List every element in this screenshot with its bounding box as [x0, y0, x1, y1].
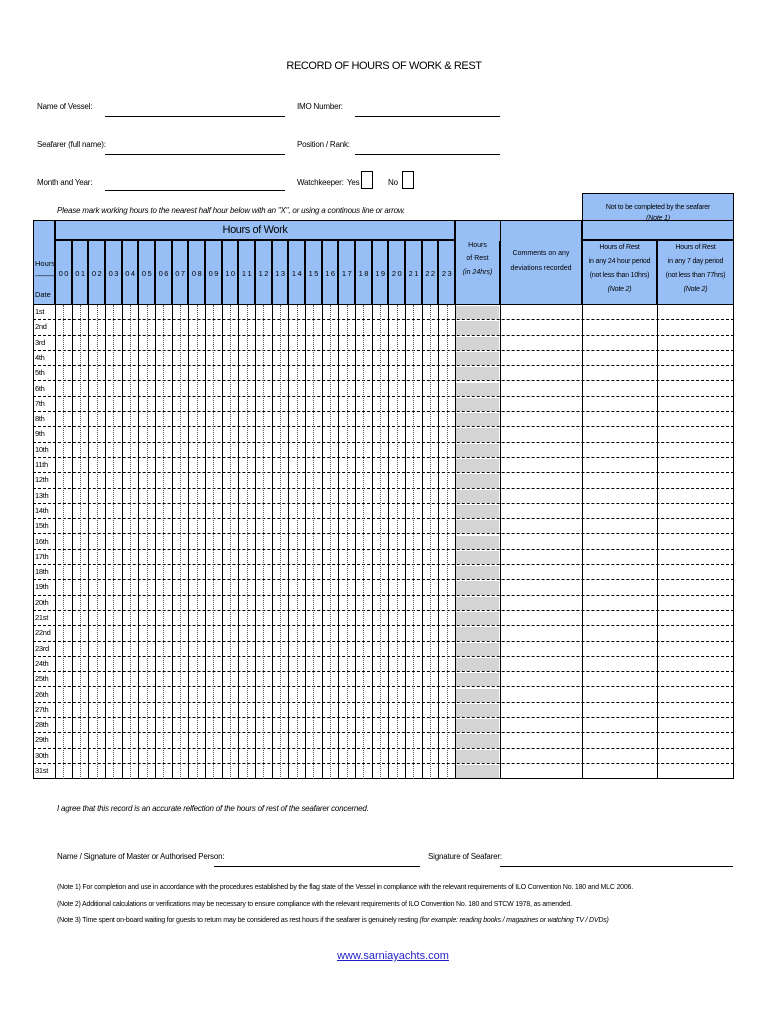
rest-cell[interactable]	[456, 383, 499, 396]
hour-column-header: 1 0	[222, 240, 239, 305]
hour-column-header: 1 8	[355, 240, 372, 305]
agreement-text: I agree that this record is an accurate relfection of the hours of rest of the seafarer concerned.	[57, 804, 369, 813]
rest-cell[interactable]	[456, 750, 499, 763]
rest-7day-header-l1: Hours of Rest	[675, 244, 716, 251]
col-divider	[205, 305, 206, 779]
rest-cell[interactable]	[456, 505, 499, 518]
not-completed-line1: Not to be completed by the seafarer	[605, 204, 711, 211]
col-divider	[657, 305, 658, 779]
day-label: 26th	[35, 689, 49, 699]
month-year-label: Month and Year:	[37, 178, 93, 187]
rest-cell[interactable]	[456, 413, 499, 426]
hours-label: Hours	[35, 259, 56, 268]
hour-column-header: 2 2	[422, 240, 439, 305]
hour-column-header: 1 2	[255, 240, 272, 305]
no-checkbox[interactable]	[402, 171, 414, 189]
hour-column-header: 0 5	[138, 240, 155, 305]
rest-cell[interactable]	[456, 658, 499, 671]
rest-cell[interactable]	[456, 627, 499, 640]
half-hour-divider	[413, 305, 414, 779]
rest-l2: of Rest	[466, 255, 489, 262]
half-hour-divider	[330, 305, 331, 779]
half-hour-divider	[163, 305, 164, 779]
hour-column-header: 0 2	[88, 240, 105, 305]
half-hour-divider	[213, 305, 214, 779]
day-label: 20th	[35, 597, 49, 607]
day-label: 12th	[35, 475, 49, 485]
col-divider	[322, 305, 323, 779]
master-signature-field[interactable]	[214, 866, 420, 867]
half-hour-divider	[430, 305, 431, 779]
half-hour-divider	[297, 305, 298, 779]
col-divider	[222, 305, 223, 779]
vessel-label: Name of Vessel:	[37, 102, 93, 111]
hours-of-work-header: Hours of Work	[55, 220, 455, 240]
half-hour-divider	[363, 305, 364, 779]
day-label: 31st	[35, 766, 48, 775]
comments-l2: deviations recorded	[510, 265, 572, 272]
half-hour-divider	[130, 305, 131, 779]
col-divider	[138, 305, 139, 779]
rest-cell[interactable]	[456, 689, 499, 702]
day-label: 10th	[35, 444, 49, 454]
rest-24-header-l1: Hours of Rest	[599, 244, 640, 251]
col-divider	[388, 305, 389, 779]
rest-cell[interactable]	[456, 765, 499, 778]
col-divider	[582, 305, 583, 779]
col-divider	[72, 305, 73, 779]
day-label: 15th	[35, 521, 49, 531]
day-label: 9th	[35, 429, 45, 439]
half-hour-divider	[263, 305, 264, 779]
col-divider	[338, 305, 339, 779]
col-divider	[105, 305, 106, 779]
yes-checkbox[interactable]	[361, 171, 373, 189]
col-divider	[188, 305, 189, 779]
note-3-example: (for example: reading books / magazines or watching TV / DVDs)	[419, 917, 609, 924]
col-divider	[288, 305, 289, 779]
half-hour-divider	[197, 305, 198, 779]
day-label: 27th	[35, 704, 49, 714]
day-label: 3rd	[35, 337, 45, 347]
rest-cell[interactable]	[456, 337, 499, 350]
comments-header	[500, 220, 582, 305]
half-hour-divider	[180, 305, 181, 779]
day-label: 28th	[35, 720, 49, 730]
col-divider	[155, 305, 156, 779]
rest-24-header-l4: (Note 2)	[607, 286, 632, 293]
not-completed-line2: (Note 1)	[646, 215, 670, 222]
col-divider	[305, 305, 306, 779]
day-label: 13th	[35, 490, 49, 500]
col-divider	[500, 305, 501, 779]
seafarer-signature-field[interactable]	[500, 866, 733, 867]
half-hour-divider	[113, 305, 114, 779]
rest-cell[interactable]	[456, 444, 499, 457]
watchkeeper-label: Watchkeeper:	[297, 178, 344, 187]
imo-field[interactable]	[355, 116, 500, 117]
half-hour-divider	[63, 305, 64, 779]
day-label: 4th	[35, 352, 45, 362]
half-hour-divider	[230, 305, 231, 779]
col-divider	[88, 305, 89, 779]
rest-cell[interactable]	[456, 612, 499, 625]
hour-column-header: 2 0	[388, 240, 405, 305]
half-hour-divider	[380, 305, 381, 779]
website-link[interactable]: www.sarniayachts.com	[337, 950, 449, 962]
no-label: No	[388, 178, 398, 187]
col-divider	[238, 305, 239, 779]
half-hour-divider	[97, 305, 98, 779]
rest-cell[interactable]	[456, 581, 499, 594]
hour-column-header: 1 6	[322, 240, 339, 305]
rest-cell[interactable]	[456, 474, 499, 487]
master-signature-label: Name / Signature of Master or Authorised Person:	[57, 852, 225, 861]
hour-column-header: 0 4	[122, 240, 139, 305]
rest-cell[interactable]	[456, 536, 499, 549]
hour-column-header: 0 1	[72, 240, 89, 305]
day-label: 16th	[35, 536, 49, 546]
position-field[interactable]	[355, 154, 500, 155]
day-label: 21st	[35, 613, 48, 622]
rest-cell[interactable]	[456, 643, 499, 656]
rest-cell[interactable]	[456, 367, 499, 380]
col-divider	[55, 305, 56, 779]
half-hour-divider	[347, 305, 348, 779]
seafarer-label: Seafarer (full name):	[37, 140, 106, 149]
hour-column-header: 0 6	[155, 240, 172, 305]
day-label: 18th	[35, 567, 49, 577]
rest-cell[interactable]	[456, 597, 499, 610]
hour-column-header: 1 3	[272, 240, 289, 305]
day-label: 19th	[35, 582, 49, 592]
col-divider	[455, 305, 456, 779]
rest-7day-header-l2: in any 7 day period	[667, 258, 724, 265]
day-label: 1st	[35, 307, 45, 316]
seafarer-signature-label: Signature of Seafarer:	[428, 852, 502, 861]
date-label: Date	[35, 290, 51, 299]
vessel-field[interactable]	[105, 116, 285, 117]
hour-column-header: 1 5	[305, 240, 322, 305]
day-label: 6th	[35, 383, 45, 393]
day-label: 25th	[35, 674, 49, 684]
hour-column-header: 0 7	[172, 240, 189, 305]
rest-l3: (in 24hrs)	[462, 269, 493, 276]
day-label: 23rd	[35, 643, 49, 653]
rest-cell[interactable]	[456, 520, 499, 533]
day-label: 30th	[35, 750, 49, 760]
col-divider	[355, 305, 356, 779]
rest-7day-header-l4: (Note 2)	[683, 286, 708, 293]
col-divider	[438, 305, 439, 779]
col-divider	[422, 305, 423, 779]
rest-cell[interactable]	[456, 352, 499, 365]
note-3-text: (Note 3) Time spent on-board waiting for guests to return may be considered as rest hours if the seafarer is genuinely resting	[57, 917, 420, 924]
note-2: (Note 2) Additional calculations or verifications may be necessary to ensure compliance with the relevant requirements of ILO Convention No. 180 and STCW 1978, as amended.	[57, 901, 572, 908]
half-hour-divider	[447, 305, 448, 779]
hour-column-header: 0 0	[55, 240, 72, 305]
imo-label: IMO Number:	[297, 102, 343, 111]
instruction-text: Please mark working hours to the nearest half hour below with an "X", or using a continous line or arrow.	[57, 206, 405, 215]
day-label: 29th	[35, 735, 49, 745]
day-label: 7th	[35, 398, 45, 408]
col-divider	[172, 305, 173, 779]
half-hour-divider	[397, 305, 398, 779]
yes-label: Yes	[347, 178, 360, 187]
hour-column-header: 2 3	[438, 240, 455, 305]
rest-cell[interactable]	[456, 490, 499, 503]
rest-cell[interactable]	[456, 719, 499, 732]
day-label: 8th	[35, 414, 45, 424]
half-hour-divider	[147, 305, 148, 779]
hour-column-header: 2 1	[405, 240, 422, 305]
hour-column-header: 1 7	[338, 240, 355, 305]
hour-column-header: 0 3	[105, 240, 122, 305]
day-label: 14th	[35, 505, 49, 515]
note-3	[57, 917, 609, 924]
day-label: 22nd	[35, 628, 51, 638]
rest-cell[interactable]	[456, 306, 499, 319]
rest-cell[interactable]	[456, 734, 499, 747]
month-year-field[interactable]	[105, 190, 285, 191]
rest-24-header-l2: in any 24 hour period	[588, 258, 651, 265]
hour-column-header: 1 1	[238, 240, 255, 305]
half-hour-divider	[80, 305, 81, 779]
page-title: RECORD OF HOURS OF WORK & REST	[286, 60, 482, 72]
note-1: (Note 1) For completion and use in accordance with the procedures established by the flag state of the Vessel in compliance with the relevant requirements of ILO Convention No. 180 and MLC 2006.	[57, 884, 633, 891]
day-label: 11th	[35, 460, 48, 469]
hour-column-header: 1 4	[288, 240, 305, 305]
rest-cell[interactable]	[456, 704, 499, 717]
hours-of-rest-header-top	[455, 220, 500, 241]
half-hour-divider	[280, 305, 281, 779]
hour-column-header: 0 9	[205, 240, 222, 305]
rest-cell[interactable]	[456, 673, 499, 686]
rest-l1: Hours	[468, 242, 487, 249]
rest-cell[interactable]	[456, 428, 499, 441]
dashes-label: -----------	[35, 273, 56, 280]
col-divider	[255, 305, 256, 779]
col-divider	[405, 305, 406, 779]
rest-cell[interactable]	[456, 459, 499, 472]
rest-cell[interactable]	[456, 566, 499, 579]
hour-column-header: 0 8	[188, 240, 205, 305]
rest-24-header-l3: (not less than 10hrs)	[589, 272, 650, 279]
hour-column-header: 1 9	[372, 240, 389, 305]
rest-7day-header-l3: (not less than 77hrs)	[665, 272, 726, 279]
position-label: Position / Rank:	[297, 140, 350, 149]
rest-cell[interactable]	[456, 321, 499, 334]
half-hour-divider	[313, 305, 314, 779]
half-hour-divider	[247, 305, 248, 779]
day-label: 5th	[35, 368, 45, 378]
col-divider	[372, 305, 373, 779]
day-label: 24th	[35, 658, 49, 668]
col-divider	[122, 305, 123, 779]
day-label: 17th	[35, 551, 49, 561]
day-label: 2nd	[35, 322, 47, 332]
rest-cell[interactable]	[456, 551, 499, 564]
seafarer-field[interactable]	[105, 154, 285, 155]
rest-cell[interactable]	[456, 398, 499, 411]
comments-l1: Comments on any	[512, 250, 570, 257]
col-divider	[272, 305, 273, 779]
